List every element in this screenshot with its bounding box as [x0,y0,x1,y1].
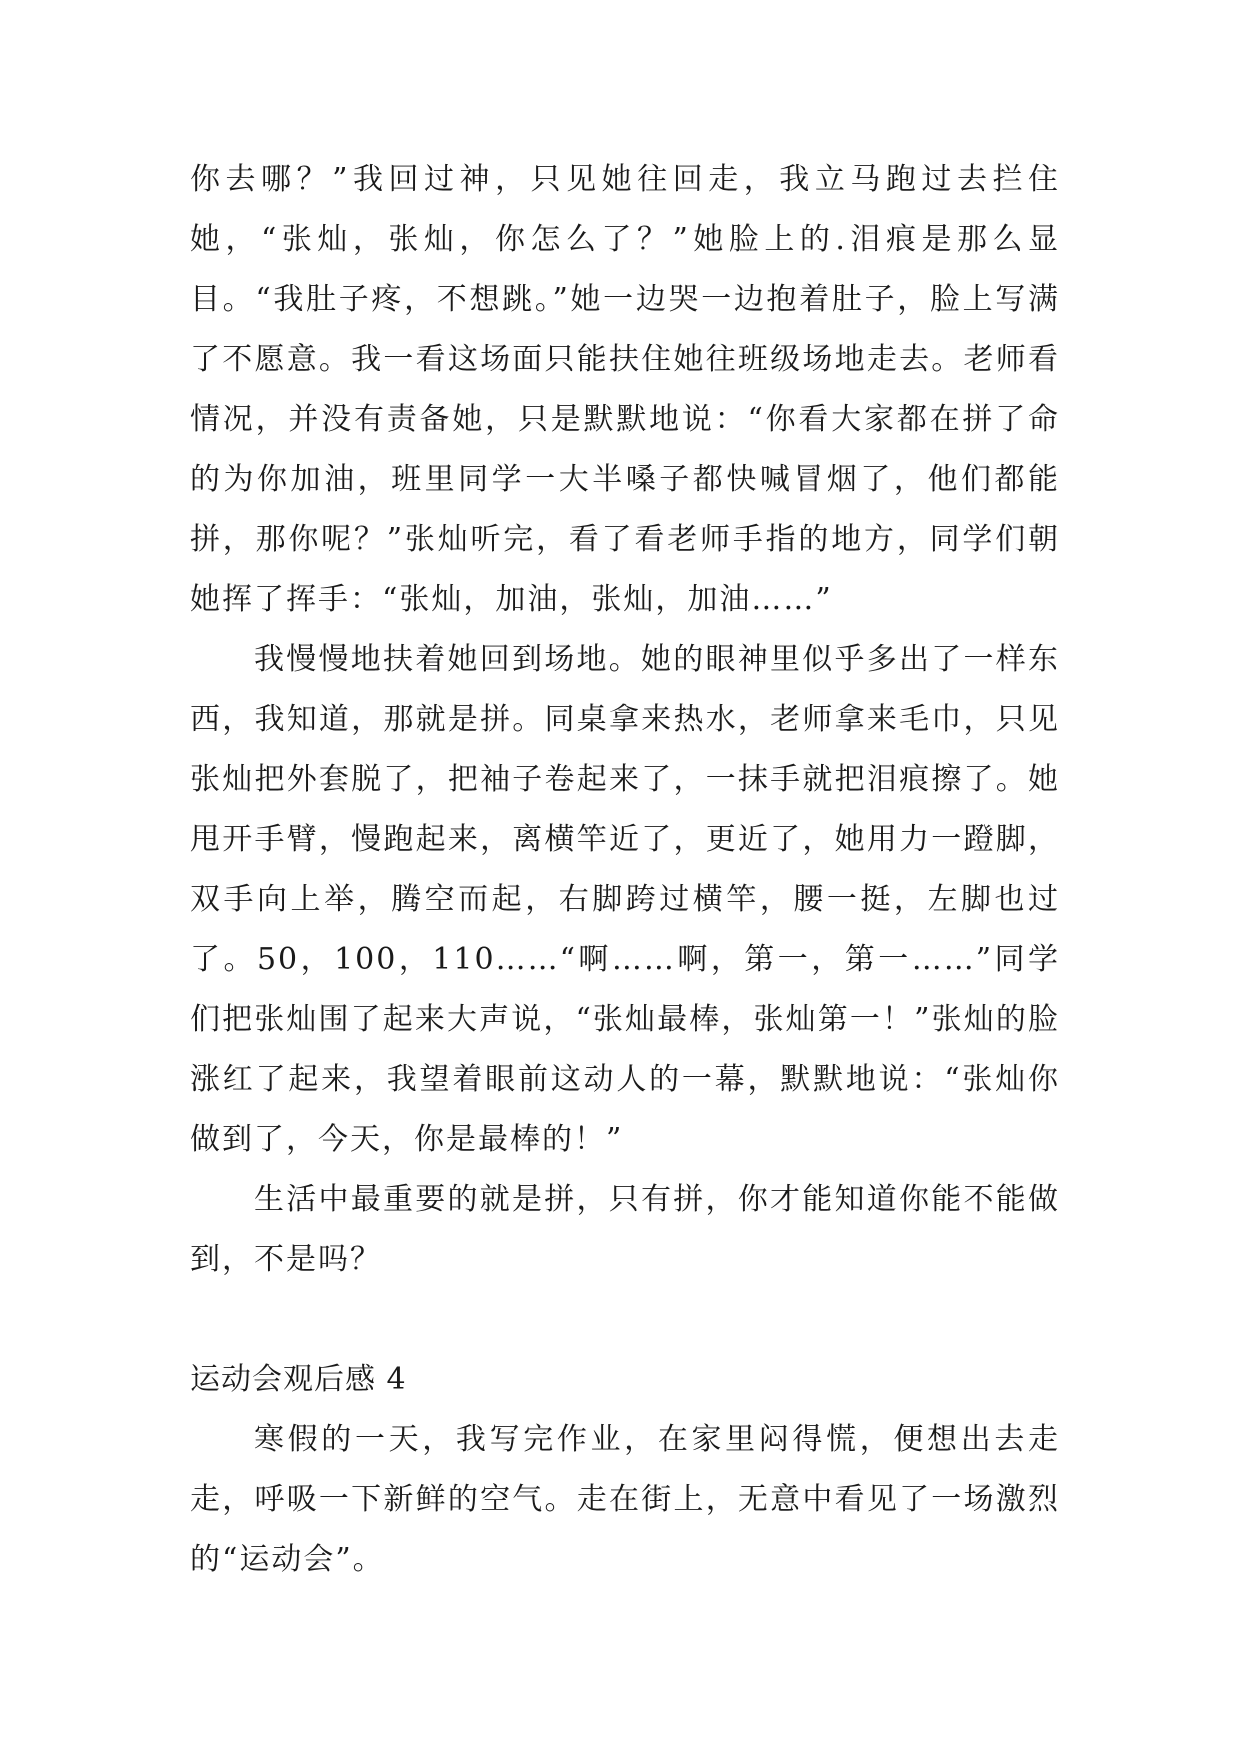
section-title: 运动会观后感 4 [190,1362,407,1397]
paragraph: 生活中最重要的就是拼，只有拼，你才能知道你能不能做到，不是吗？ [190,1182,1060,1277]
paragraph: 寒假的一天，我写完作业，在家里闷得慌，便想出去走走，呼吸一下新鲜的空气。走在街上，无意中看见了一场激烈的“运动会”。 [190,1422,1060,1577]
document-body [190,150,1060,1590]
paragraph: 我慢慢地扶着她回到场地。她的眼神里似乎多出了一样东西，我知道，那就是拼。同桌拿来热水，老师拿来毛巾，只见张灿把外套脱了，把袖子卷起来了，一抹手就把泪痕擦了。她甩开手臂，慢跑起来，离横竿近了，更近了，她用力一蹬脚，双手向上举，腾空而起，右脚跨过横竿，腰一挺，左脚也过了。50，100，110……“啊……啊，第一，第一……”同学们把张灿围了起来大声说，“张灿最棒，张灿第一！”张灿的脸涨红了起来，我望着眼前这动人的一幕，默默地说：“张灿你做到了，今天，你是最棒的！” [190,642,1060,1157]
paragraph-continued: 你去哪？”我回过神，只见她往回走，我立马跑过去拦住她，“张灿，张灿，你怎么了？”她脸上的.泪痕是那么显目。“我肚子疼，不想跳。”她一边哭一边抱着肚子，脸上写满了不愿意。我一看这场面只能扶住她往班级场地走去。老师看情况，并没有责备她，只是默默地说：“你看大家都在拼了命的为你加油，班里同学一大半嗓子都快喊冒烟了，他们都能拼，那你呢？”张灿听完，看了看老师手指的地方，同学们朝她挥了挥手：“张灿，加油，张灿，加油……” [190,162,1060,617]
